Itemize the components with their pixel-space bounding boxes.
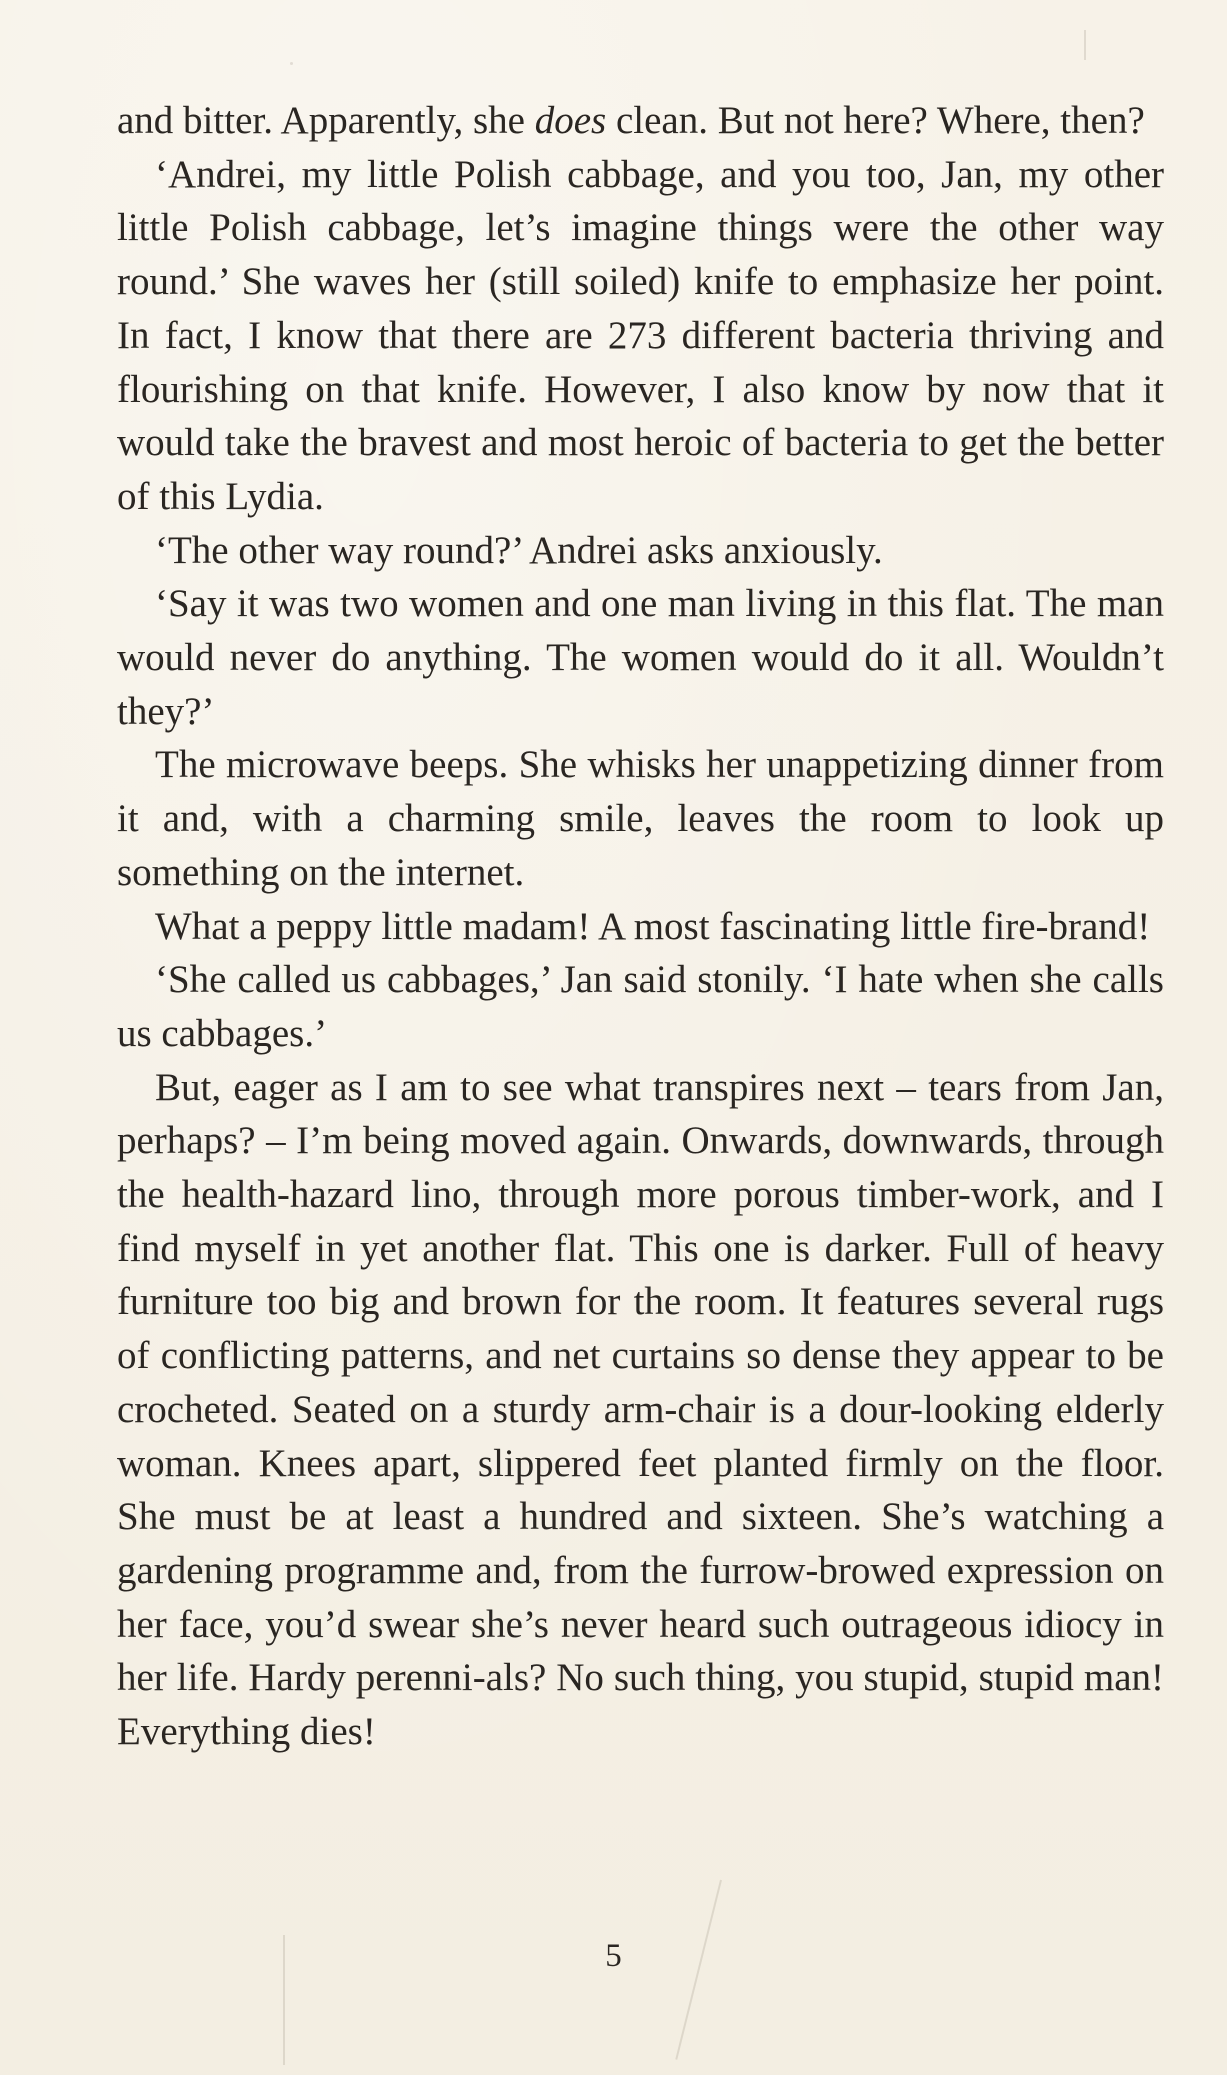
paragraph xyxy=(117,148,1164,524)
text-run: But, eager as I am to see what transpires next – tears from Jan, perhaps? – I’m being moved again. Onwards, downwards, through the health-hazard lino, through more porous timber-work, and I find myself in yet another flat. This one is darker. Full of heavy furniture too big and brown for the room. It features several rugs of conflicting patterns, and net curtains so dense they appear to be crocheted. Seated on a sturdy arm-chair is a dour-looking elderly woman. Knees apart, slippered feet planted firmly on the floor. She must be at least a hundred and sixteen. She’s watching a gardening programme and, from the furrow-browed expression on her face, you’d swear she’s never heard such outrageous idiocy in her life. Hardy perenni-als? No such thing, you stupid, stupid man! Everything dies! xyxy=(117,1065,1164,1754)
paragraph xyxy=(117,94,1164,148)
paragraph xyxy=(117,900,1164,954)
text-run: The microwave beeps. She whisks her unappetizing dinner from it and, with a charming smile, leaves the room to look up something on the internet. xyxy=(117,743,1164,894)
text-run-italic: does xyxy=(534,99,607,142)
text-run: and bitter. Apparently, she xyxy=(117,99,535,142)
text-run: ‘She called us cabbages,’ Jan said stonily. ‘I hate when she calls us cabbages.’ xyxy=(117,958,1164,1055)
paragraph xyxy=(117,577,1164,738)
body-text xyxy=(117,94,1164,1759)
paragraph xyxy=(117,1061,1164,1759)
scan-speck xyxy=(290,62,293,65)
paragraph xyxy=(117,738,1164,899)
text-run: clean. But not here? Where, then? xyxy=(606,99,1145,142)
text-run: What a peppy little madam! A most fascinating little fire-brand! xyxy=(155,904,1151,948)
text-run: ‘Say it was two women and one man living in this flat. The man would never do anything. The women would do it all. Wouldn’t they?’ xyxy=(117,582,1164,733)
text-run: ‘The other way round?’ Andrei asks anxiously. xyxy=(155,528,883,572)
text-run: ‘Andrei, my little Polish cabbage, and you too, Jan, my other little Polish cabbage, let’s imagine things were the other way round.’ She waves her (still soiled) knife to emphasize her point. In fact, I know that there are 273 different bacteria thriving and flourishing on that knife. However, I also know by now that it would take the bravest and most heroic of bacteria to get the better of this Lydia. xyxy=(117,152,1164,518)
scan-speck xyxy=(1084,30,1086,60)
paragraph xyxy=(117,953,1164,1060)
paragraph xyxy=(117,524,1164,578)
page-number: 5 xyxy=(605,1938,622,1974)
